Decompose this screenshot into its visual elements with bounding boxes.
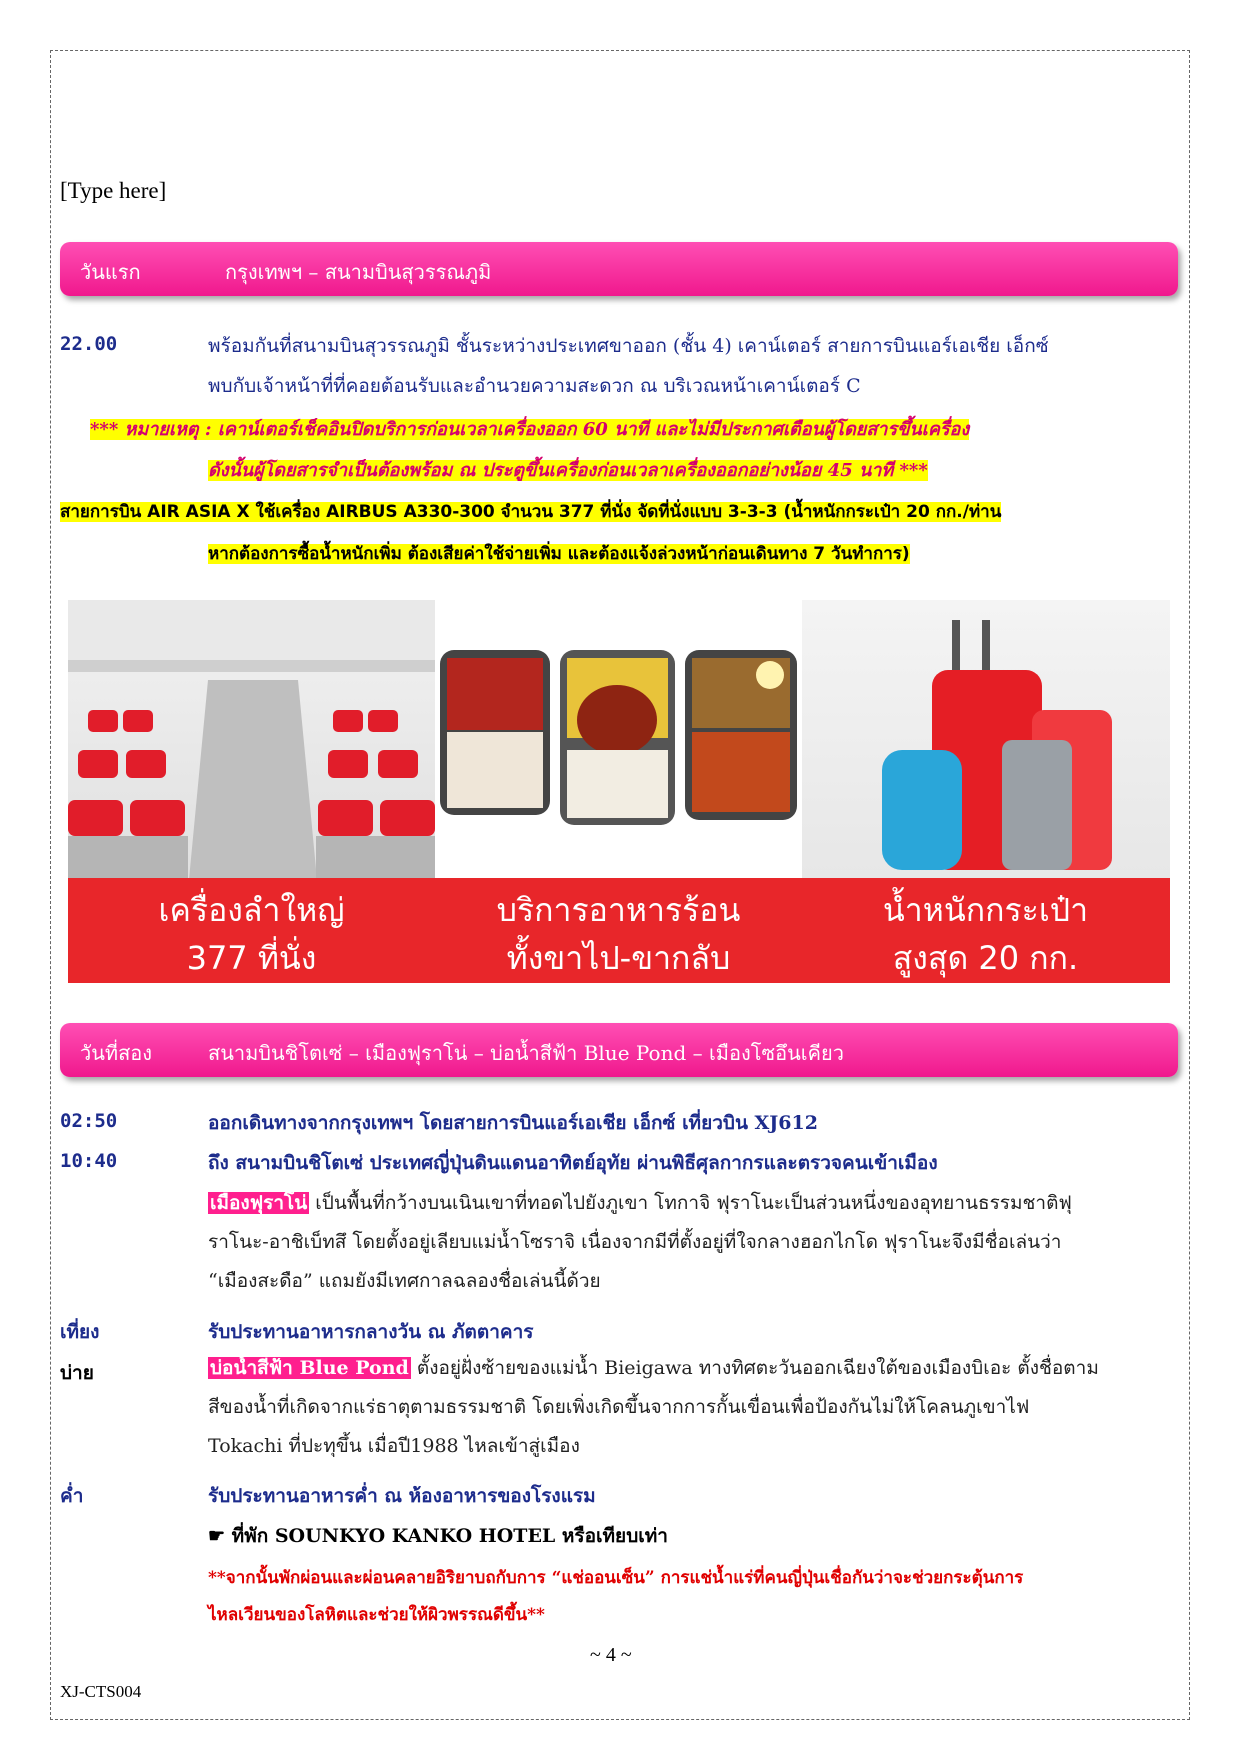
noon-text: รับประทานอาหารกลางวัน ณ ภัตตาคาร bbox=[208, 1321, 534, 1343]
caption-seats bbox=[68, 886, 435, 982]
day2-time1: 02:50 bbox=[60, 1110, 118, 1132]
day1-title: กรุงเทพฯ – สนามบินสุวรรณภูมิ bbox=[225, 260, 492, 284]
noon-label: เที่ยง bbox=[60, 1321, 100, 1343]
furano-line2: ราโนะ-อาชิเบ็ทสึ โดยตั้งอยู่เลียบแม่น้ำโซราจิ เนื่องจากมีที่ตั้งอยู่ที่ใจกลางฮอกไกโด ฟุราโนะจึงมีชื่อเล่นว่า bbox=[208, 1231, 1062, 1253]
furano-line1 bbox=[208, 1184, 1180, 1223]
day1-time: 22.00 bbox=[60, 333, 118, 355]
header-placeholder: [Type here] bbox=[60, 178, 167, 203]
day1-label: วันแรก bbox=[80, 260, 141, 284]
day2-time2: 10:40 bbox=[60, 1150, 118, 1172]
pond-tag: บ่อน้ำสีฟ้า Blue Pond bbox=[210, 1357, 409, 1379]
day1-line1: พร้อมกันที่สนามบินสุวรรณภูมิ ชั้นระหว่างประเทศขาออก (ชั้น 4) เคาน์เตอร์ สายการบินแอร์เอเชีย เอ็กซ์ bbox=[208, 335, 1049, 357]
furano-line3: “เมืองสะดือ” แถมยังมีเทศกาลฉลองชื่อเล่นนี้ด้วย bbox=[208, 1270, 601, 1292]
pond-line3: Tokachi ที่ปะทุขึ้น เมื่อปี1988 ไหลเข้าสู่เมือง bbox=[208, 1435, 580, 1457]
onsen-line1: **จากนั้นพักผ่อนและผ่อนคลายอิริยาบถกับการ “แช่ออนเซ็น” การแช่น้ำแร่ที่คนญี่ปุ่นเชื่อกันว่าจะช่วยกระตุ้นการ bbox=[208, 1568, 1024, 1588]
caption-baggage-line1: น้ำหนักกระเป๋า bbox=[882, 891, 1089, 929]
pond-line1 bbox=[208, 1349, 1180, 1388]
day2-title: สนามบินชิโตเซ่ – เมืองฟุราโน่ – บ่อน้ำสีฟ้า Blue Pond – เมืองโซอึนเคียว bbox=[208, 1041, 844, 1065]
meals-illustration bbox=[435, 600, 802, 890]
day2-label: วันที่สอง bbox=[80, 1041, 153, 1065]
day2-departure: ออกเดินทางจากกรุงเทพฯ โดยสายการบินแอร์เอเชีย เอ็กซ์ เที่ยวบิน XJ612 bbox=[208, 1112, 818, 1134]
pond-text1: ตั้งอยู่ฝั่งซ้ายของแม่น้ำ Bieigawa ทางทิศตะวันออกเฉียงใต้ของเมืองบิเอะ ตั้งชื่อตาม bbox=[410, 1357, 1099, 1379]
day1-note2-row bbox=[208, 455, 928, 484]
pond-line2: สีของน้ำที่เกิดจากแร่ธาตุตามธรรมชาติ โดยเพิ่งเกิดขึ้นจากการกั้นเขื่อนเพื่อป้องกันไม่ให้โคลนภูเขาไฟ bbox=[208, 1396, 1030, 1418]
caption-meals-line2: ทั้งขาไป-ขากลับ bbox=[506, 939, 731, 977]
caption-baggage bbox=[802, 886, 1169, 982]
day1-baggage-info: หากต้องการซื้อน้ำหนักเพิ่ม ต้องเสียค่าใช้จ่ายเพิ่ม และต้องแจ้งล่วงหน้าก่อนเดินทาง 7 วันทำการ) bbox=[208, 544, 910, 564]
page-number: ~ 4 ~ bbox=[590, 1644, 632, 1666]
luggage-illustration bbox=[802, 600, 1170, 890]
day1-line2: พบกับเจ้าหน้าที่ที่คอยต้อนรับและอำนวยความสะดวก ณ บริเวณหน้าเคาน์เตอร์ C bbox=[208, 375, 861, 397]
furano-paragraph bbox=[208, 1184, 1180, 1301]
day1-note1: *** หมายเหตุ : เคาน์เตอร์เช็คอินปิดบริการก่อนเวลาเครื่องออก 60 นาที และไม่มีประกาศเตือนผู้โดยสารขึ้นเครื่อง bbox=[90, 419, 970, 440]
day1-note1-row bbox=[90, 414, 1178, 443]
hotel-row bbox=[208, 1521, 668, 1551]
evening-text: รับประทานอาหารค่ำ ณ ห้องอาหารของโรงแรม bbox=[208, 1485, 596, 1507]
onsen-line2: ไหลเวียนของโลหิตและช่วยให้ผิวพรรณดีขึ้น** bbox=[208, 1605, 545, 1625]
evening-label: ค่ำ bbox=[60, 1485, 84, 1507]
seats-illustration bbox=[68, 600, 435, 890]
day1-airline-info: สายการบิน AIR ASIA X ใช้เครื่อง AIRBUS A330-300 จำนวน 377 ที่นั่ง จัดที่นั่งแบบ 3-3-3 (น้ำหนักกระเป๋า 20 กก./ท่าน bbox=[60, 502, 1002, 522]
caption-meals-line1: บริการอาหารร้อน bbox=[496, 891, 741, 929]
hotel-text: ที่พัก SOUNKYO KANKO HOTEL หรือเทียบเท่า bbox=[231, 1525, 668, 1547]
caption-seats-line1: เครื่องลำใหญ่ bbox=[158, 891, 345, 929]
day1-air1-row bbox=[60, 498, 1180, 525]
caption-baggage-line2: สูงสุด 20 กก. bbox=[892, 939, 1079, 977]
day2-arrival: ถึง สนามบินชิโตเซ่ ประเทศญี่ปุ่นดินแดนอาทิตย์อุทัย ผ่านพิธีศุลกากรและตรวจคนเข้าเมือง bbox=[208, 1152, 938, 1174]
caption-seats-line2: 377 ที่นั่ง bbox=[186, 939, 317, 977]
hotel-icon: ☛ bbox=[208, 1525, 226, 1547]
day1-header-bar bbox=[60, 242, 1178, 296]
day2-header-bar bbox=[60, 1023, 1178, 1077]
document-code: XJ-CTS004 bbox=[60, 1682, 142, 1701]
day1-note2: ดังนั้นผู้โดยสารจำเป็นต้องพร้อม ณ ประตูขึ้นเครื่องก่อนเวลาเครื่องออกอย่างน้อย 45 นาที *** bbox=[208, 460, 928, 481]
caption-meals bbox=[435, 886, 802, 982]
day1-air2-row bbox=[208, 540, 910, 567]
afternoon-label: บ่าย bbox=[60, 1362, 94, 1384]
furano-text1: เป็นพื้นที่กว้างบนเนินเขาที่ทอดไปยังภูเขา โทกาจิ ฟุราโนะเป็นส่วนหนึ่งของอุทยานธรรมชาติฟุ bbox=[309, 1192, 1072, 1214]
furano-tag: เมืองฟุราโน่ bbox=[210, 1192, 308, 1214]
pond-paragraph bbox=[208, 1349, 1180, 1466]
